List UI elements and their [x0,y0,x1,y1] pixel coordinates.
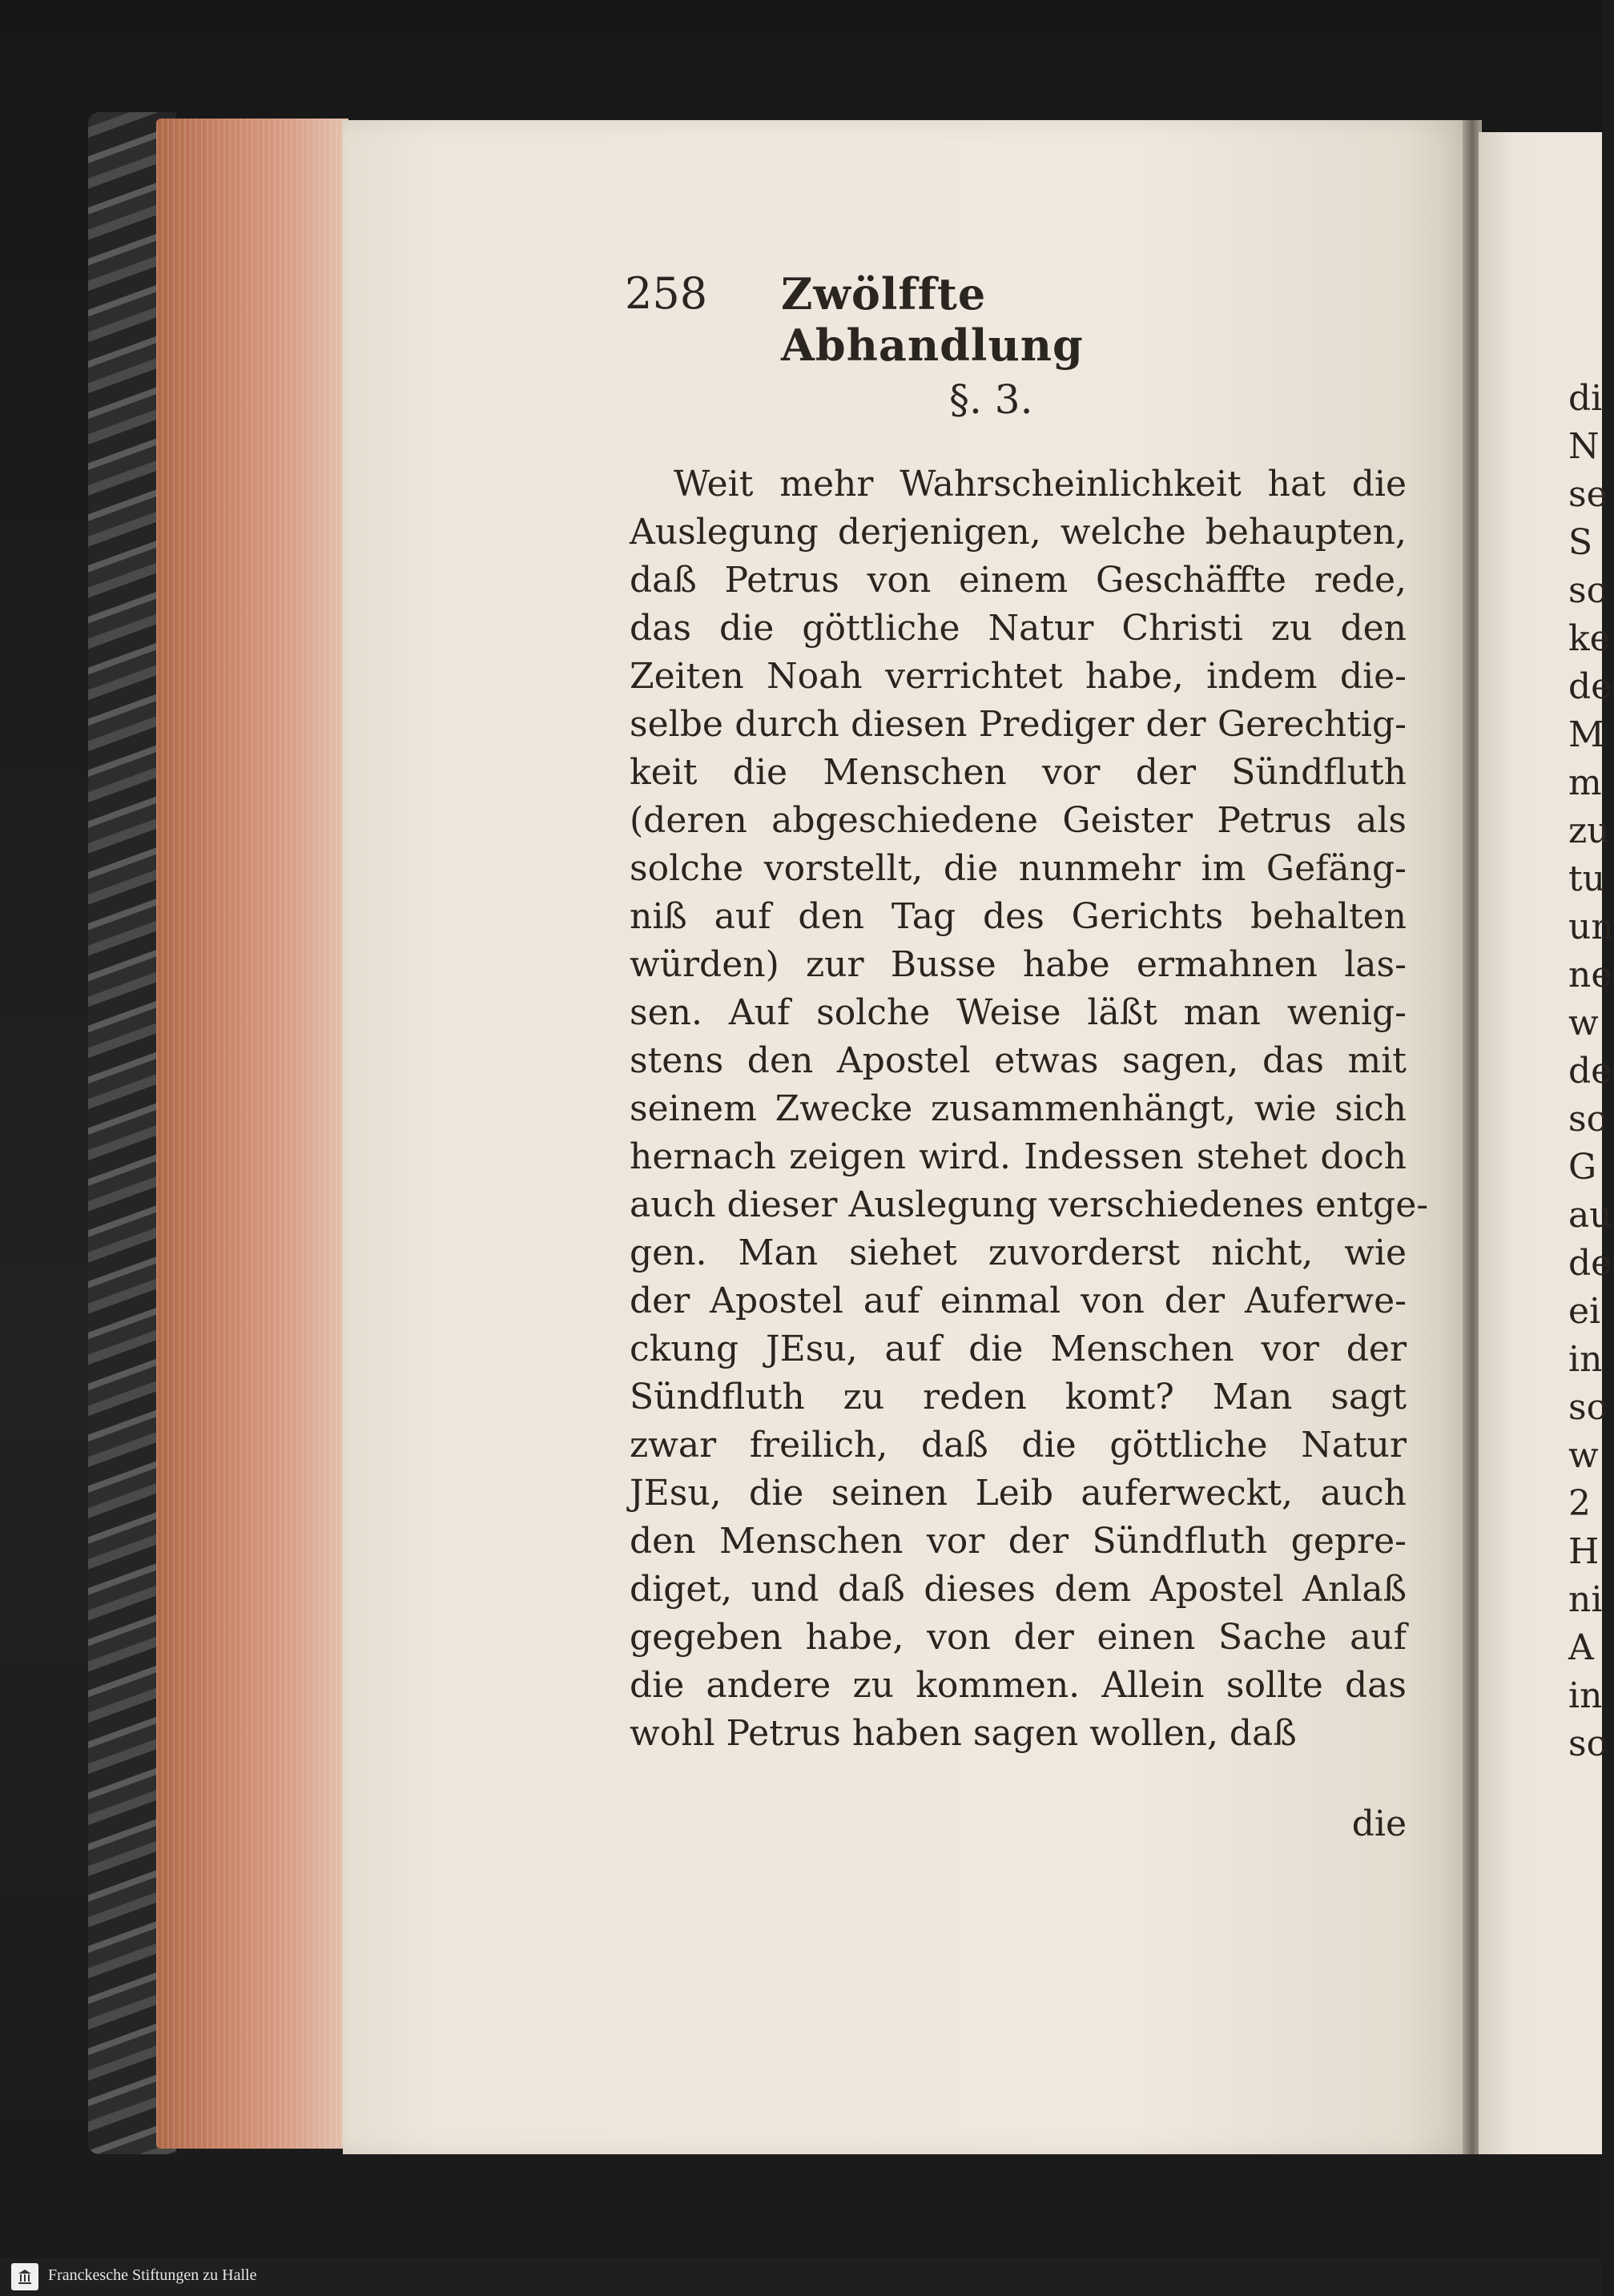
institution-logo-icon [11,2263,38,2290]
fragment-line: se [1568,474,1608,515]
fragment-line: ke [1568,618,1611,659]
fragment-line: m [1568,762,1602,803]
fragment-line: A [1568,1627,1594,1668]
fragment-line: ei [1568,1291,1601,1332]
text-line: hernach zeigen wird. Indessen stehet doch [630,1136,1407,1177]
text-line: Zeiten Noah verrichtet habe, indem die- [630,656,1407,697]
text-line: zwar freilich, daß die göttliche Natur [630,1425,1407,1466]
building-icon [15,2267,34,2286]
text-line: Auslegung derjenigen, welche behaupten, [630,512,1407,553]
fragment-line: ni [1568,1579,1603,1620]
page-block-edges [156,119,348,2149]
fragment-line: tu [1568,858,1606,899]
fragment-line: sc [1568,570,1607,611]
text-line: den Menschen vor der Sündfluth gepre- [630,1521,1407,1562]
fragment-line: H [1568,1531,1600,1572]
fragment-line: de [1568,666,1612,707]
page-number: 258 [625,268,708,319]
text-line: auch dieser Auslegung verschiedenes entge- [630,1184,1429,1225]
fragment-line: 2 [1568,1483,1591,1524]
fragment-line: N [1568,426,1600,467]
text-line: Weit mehr Wahrscheinlichkeit hat die [674,464,1407,505]
fragment-line: au [1568,1195,1612,1236]
text-line: daß Petrus von einem Geschäffte rede, [630,560,1407,601]
fragment-line: G [1568,1147,1597,1188]
text-line: Sündfluth zu reden komt? Man sagt [630,1377,1407,1417]
running-head [625,268,1242,371]
text-line: sen. Auf solche Weise läßt man wenig- [630,992,1407,1033]
fragment-line: de [1568,1051,1612,1092]
text-line: JEsu, die seinen Leib auferweckt, auch [630,1473,1407,1514]
fragment-line: un [1568,907,1614,947]
text-line: die andere zu kommen. Allein sollte das [630,1665,1407,1706]
fragment-line: S [1568,522,1593,563]
text-line: ckung JEsu, auf die Menschen vor der [630,1329,1407,1369]
body-text [630,460,1429,1758]
page-header-title: Zwölffte Abhandlung [781,268,1084,371]
text-line: keit die Menschen vor der Sündfluth [630,752,1407,793]
fragment-line: di [1568,378,1603,419]
text-line: der Apostel auf einmal von der Auferwe- [630,1281,1407,1321]
section-heading: §. 3. [949,376,1033,423]
fragment-line: in [1568,1675,1603,1716]
text-line: seinem Zwecke zusammenhängt, wie sich [630,1088,1407,1129]
text-line: gen. Man siehet zuvorderst nicht, wie [630,1232,1407,1273]
footer-institution-name: Franckesche Stiftungen zu Halle [48,2266,257,2284]
text-line: würden) zur Busse habe ermahnen las- [630,944,1407,985]
text-line: selbe durch diesen Prediger der Gerechtig- [630,704,1407,745]
fragment-line: sc [1568,1387,1607,1428]
text-line: diget, und daß dieses dem Apostel Anlaß [630,1569,1407,1610]
text-line: (deren abgeschiedene Geister Petrus als [630,800,1407,841]
fragment-line: w [1568,1003,1599,1043]
text-line: wohl Petrus haben sagen wollen, daß [630,1713,1297,1754]
fragment-line: in [1568,1339,1603,1380]
fragment-line: sc [1568,1099,1607,1140]
fragment-line: de [1568,1243,1612,1284]
fragment-line: w [1568,1435,1599,1476]
fragment-line: zu [1568,810,1610,851]
text-line: stens den Apostel etwas sagen, das mit [630,1040,1407,1081]
catchword: die [1351,1803,1407,1844]
text-line: das die göttliche Natur Christi zu den [630,608,1407,649]
fragment-line: ne [1568,955,1612,995]
fragment-line: sc [1568,1723,1607,1764]
text-line: gegeben habe, von der einen Sache auf [630,1617,1407,1658]
fragment-line: M [1568,714,1605,755]
text-line: solche vorstellt, die nunmehr im Gefäng- [630,848,1407,889]
text-line: niß auf den Tag des Gerichts behalten [630,896,1407,937]
right-page-text-fragments [1568,375,1614,1768]
